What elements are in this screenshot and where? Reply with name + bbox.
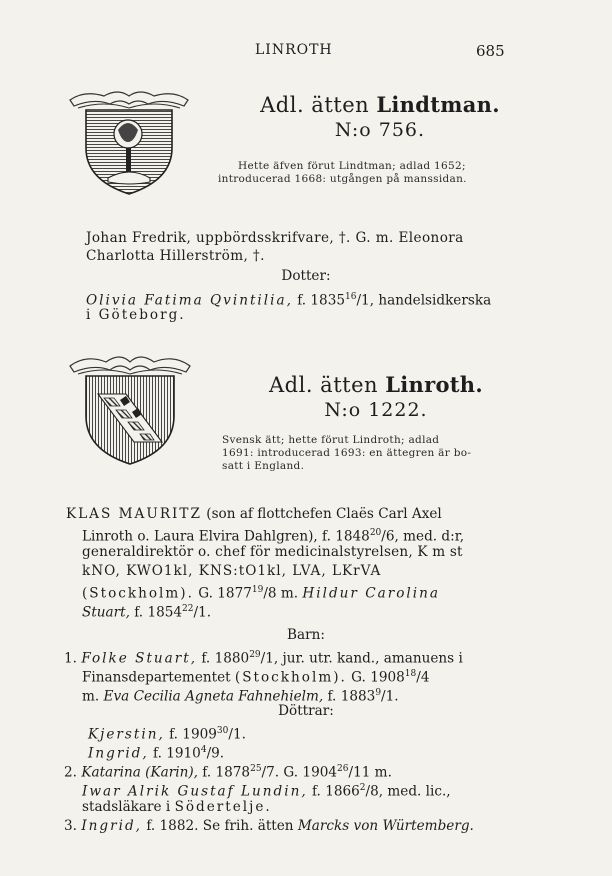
linroth-entry-line-1: KLAS MAURITZ (son af flottchefen Claës Carl Axel: [66, 506, 442, 522]
lindtman-number: N:o 756.: [334, 119, 426, 141]
linroth-entry-line-2: Linroth o. Laura Elvira Dahlgren), f. 1848$^{20}$/6, med. d:r,: [82, 528, 465, 545]
linroth-coat-of-arms: [64, 350, 196, 468]
lindtman-daughter-label: Dotter:: [281, 268, 331, 284]
lindtman-coat-of-arms: [64, 86, 194, 198]
child-2-line-1: 2. Katarina (Karin), f. 1878$^{25}$/7. G. 1904$^{26}$/11 m.: [64, 764, 392, 781]
linroth-entry-line-5: (Stockholm). G. 1877$^{19}$/8 m. Hildur Carolina: [82, 585, 440, 602]
lindtman-daughter-line: Olivia Fatima Qvintilia, f. 1835$^{16}$/1, handelsidkerska: [86, 292, 492, 309]
linroth-number: N:o 1222.: [324, 399, 428, 421]
lindtman-daughter-city: i Göteborg.: [86, 307, 186, 323]
running-title: LINROTH: [255, 42, 333, 58]
linroth-note: Svensk ätt; hette förut Lindroth; adlad 1691: introducerad 1693: en ättegren är bo- satt i England.: [222, 434, 472, 472]
lindtman-family-title: Adl. ätten Lindtman.: [260, 92, 500, 117]
child-1-line-3: m. Eva Cecilia Agneta Fahnehielm, f. 1883$^9$/1.: [82, 688, 399, 705]
linroth-family-title: Adl. ätten Linroth.: [269, 372, 483, 397]
child-2-line-2: Iwar Alrik Gustaf Lundin, f. 1866$^2$/8, med. lic.,: [82, 783, 451, 800]
page-number: 685: [476, 42, 505, 60]
running-head: [0, 42, 612, 62]
lindtman-entry-line-1: Johan Fredrik, uppbördsskrifvare, †. G. m. Eleonora: [86, 230, 464, 246]
linroth-entry-line-3: generaldirektör o. chef för medicinalstyrelsen, K m st: [82, 544, 463, 560]
daughters-label: Döttrar:: [278, 703, 334, 719]
lindtman-note: Hette äfven förut Lindtman; adlad 1652; introducerad 1668: utgången på manssidan.: [218, 160, 467, 185]
linroth-heading: [236, 372, 516, 421]
children-label: Barn:: [287, 627, 325, 643]
linroth-entry-line-6: Stuart, f. 1854$^{22}$/1.: [82, 604, 212, 621]
child-2-line-3: stadsläkare i Södertelje.: [82, 799, 272, 815]
lindtman-heading: [230, 92, 530, 141]
grandchild-1-line: Kjerstin, f. 1909$^{30}$/1.: [88, 726, 246, 743]
child-1-line-2: Finansdepartementet (Stockholm). G. 1908$^{18}$/4: [82, 669, 430, 686]
grandchild-2-line: Ingrid, f. 1910$^4$/9.: [88, 745, 225, 762]
linroth-entry-line-4: kNO, KWO1kl, KNS:tO1kl, LVA, LKrVA: [82, 563, 382, 579]
lindtman-entry-line-2: Charlotta Hillerström, †.: [86, 248, 265, 264]
child-1-line-1: 1. Folke Stuart, f. 1880$^{29}$/1, jur. utr. kand., amanuens i: [64, 650, 463, 667]
child-3-line-1: 3. Ingrid, f. 1882. Se frih. ätten Marcks von Würtemberg.: [64, 818, 474, 834]
